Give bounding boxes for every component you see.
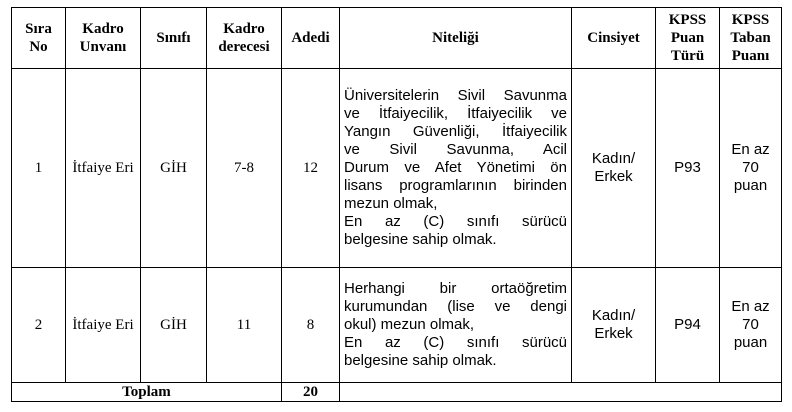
cell-kpss-taban-puani: En az 70 puan (720, 69, 782, 268)
qualification-line: okul) mezun olmak, (344, 316, 475, 333)
cell-kadro-derecesi: 11 (207, 268, 282, 383)
header-niteligi: Niteliği (340, 8, 572, 69)
kadro-table (11, 7, 782, 402)
table-row (12, 69, 782, 268)
qualification-line: mezun olmak, (344, 195, 438, 212)
qualification-line: Üniversitelerin Sivil Savunma (344, 87, 567, 104)
header-sinifi: Sınıfı (141, 8, 207, 69)
header-kpss-puan-turu: KPSS Puan Türü (656, 8, 720, 69)
total-empty-cell (340, 383, 782, 402)
qualification-line: Herhangi bir ortaöğretim (344, 280, 567, 297)
total-value: 20 (282, 383, 340, 402)
cell-kpss-puan-turu: P94 (656, 268, 720, 383)
cell-niteligi (340, 268, 572, 383)
cell-adedi: 8 (282, 268, 340, 383)
qualification-line: lisans programlarının birinden (344, 177, 567, 194)
qualification-line: ve Sivil Savunma, Acil (344, 141, 567, 158)
cell-kpss-puan-turu: P93 (656, 69, 720, 268)
qualification-line: belgesine sahip olmak. (344, 352, 497, 369)
qualification-line: En az (C) sınıfı sürücü (344, 334, 567, 351)
cell-sira-no: 2 (12, 268, 66, 383)
header-adedi: Adedi (282, 8, 340, 69)
qualification-line: En az (C) sınıfı sürücü (344, 213, 567, 230)
cell-cinsiyet: Kadın/ Erkek (572, 268, 656, 383)
header-cinsiyet: Cinsiyet (572, 8, 656, 69)
cell-sira-no: 1 (12, 69, 66, 268)
cell-cinsiyet: Kadın/ Erkek (572, 69, 656, 268)
header-kadro-derecesi: Kadro derecesi (207, 8, 282, 69)
cell-adedi: 12 (282, 69, 340, 268)
qualification-line: Durum ve Afet Yönetimi ön (344, 159, 567, 176)
cell-kadro-unvani: İtfaiye Eri (66, 69, 141, 268)
cell-sinifi: GİH (141, 69, 207, 268)
cell-niteligi (340, 69, 572, 268)
cell-kadro-unvani: İtfaiye Eri (66, 268, 141, 383)
header-kpss-taban-puani: KPSS Taban Puanı (720, 8, 782, 69)
qualification-line: Yangın Güvenliği, İtfaiyecilik (344, 123, 567, 140)
header-sira-no: Sıra No (12, 8, 66, 69)
cell-kpss-taban-puani: En az 70 puan (720, 268, 782, 383)
qualification-line: belgesine sahip olmak. (344, 231, 497, 248)
cell-sinifi: GİH (141, 268, 207, 383)
qualification-line: ve İtfaiyecilik, İtfaiyecilik ve (344, 105, 567, 122)
qualification-line: kurumundan (lise ve dengi (344, 298, 567, 315)
table-row (12, 268, 782, 383)
total-row (12, 383, 782, 402)
header-kadro-unvani: Kadro Unvanı (66, 8, 141, 69)
cell-kadro-derecesi: 7-8 (207, 69, 282, 268)
header-row (12, 8, 782, 69)
total-label: Toplam (12, 383, 282, 402)
